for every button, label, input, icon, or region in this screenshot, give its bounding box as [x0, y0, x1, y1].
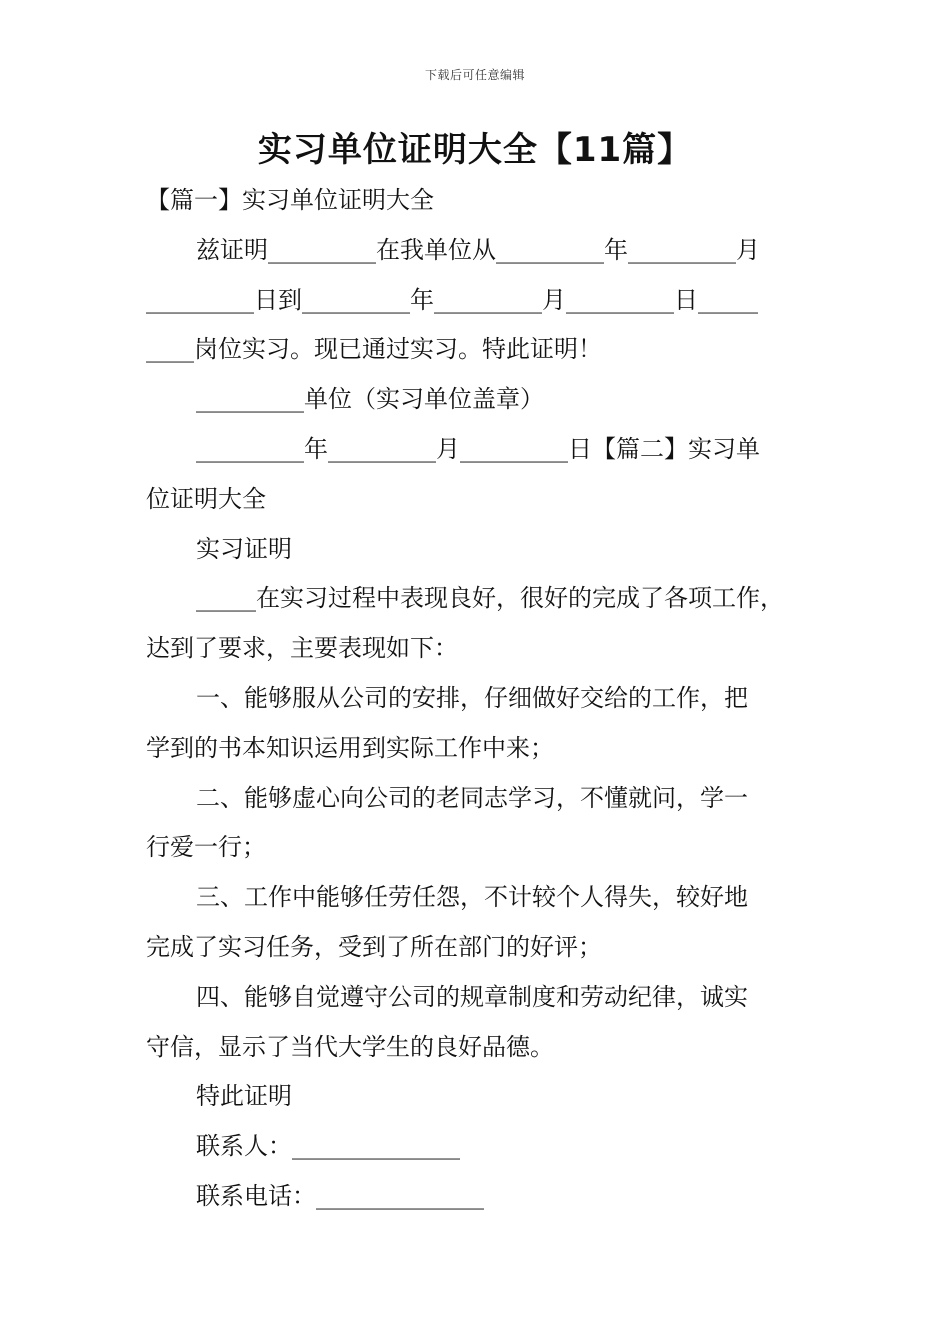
document-title: 实习单位证明大全【11篇】 — [257, 130, 693, 170]
body-line: _________日到_________年_________月_________日_____ — [146, 285, 758, 314]
body-line: 守信，显示了当代大学生的良好品德。 — [146, 1032, 554, 1061]
body-line: _________年_________月_________日【篇二】实习单 — [196, 434, 760, 463]
body-line: 达到了要求，主要表现如下： — [146, 634, 458, 663]
body-line: 一、能够服从公司的安排，仔细做好交给的工作，把 — [196, 683, 748, 712]
body-line: 四、能够自觉遵守公司的规章制度和劳动纪律，诚实 — [196, 982, 748, 1011]
body-line: 学到的书本知识运用到实际工作中来； — [146, 733, 554, 762]
body-line: 二、能够虚心向公司的老同志学习，不懂就问，学一 — [196, 783, 748, 812]
body-line: ____岗位实习。现已通过实习。特此证明！ — [146, 335, 602, 364]
body-line: 实习证明 — [196, 534, 292, 563]
body-line: 位证明大全 — [146, 484, 266, 513]
body-line: 三、工作中能够任劳任怨，不计较个人得失，较好地 — [196, 883, 748, 912]
document-body — [146, 176, 808, 1222]
body-line: _________单位（实习单位盖章） — [196, 385, 544, 414]
body-line: _____在实习过程中表现良好，很好的完成了各项工作， — [196, 584, 784, 613]
body-line: 特此证明 — [196, 1082, 292, 1111]
header-note: 下载后可任意编辑 — [424, 68, 525, 82]
body-line: 【篇一】实习单位证明大全 — [146, 186, 434, 214]
body-line: 联系电话：______________ — [196, 1181, 484, 1210]
body-line: 行爱一行； — [146, 833, 266, 862]
body-line: 兹证明_________在我单位从_________年_________月 — [196, 235, 760, 264]
body-line: 完成了实习任务，受到了所在部门的好评； — [146, 932, 602, 961]
body-line: 联系人：______________ — [196, 1132, 460, 1161]
